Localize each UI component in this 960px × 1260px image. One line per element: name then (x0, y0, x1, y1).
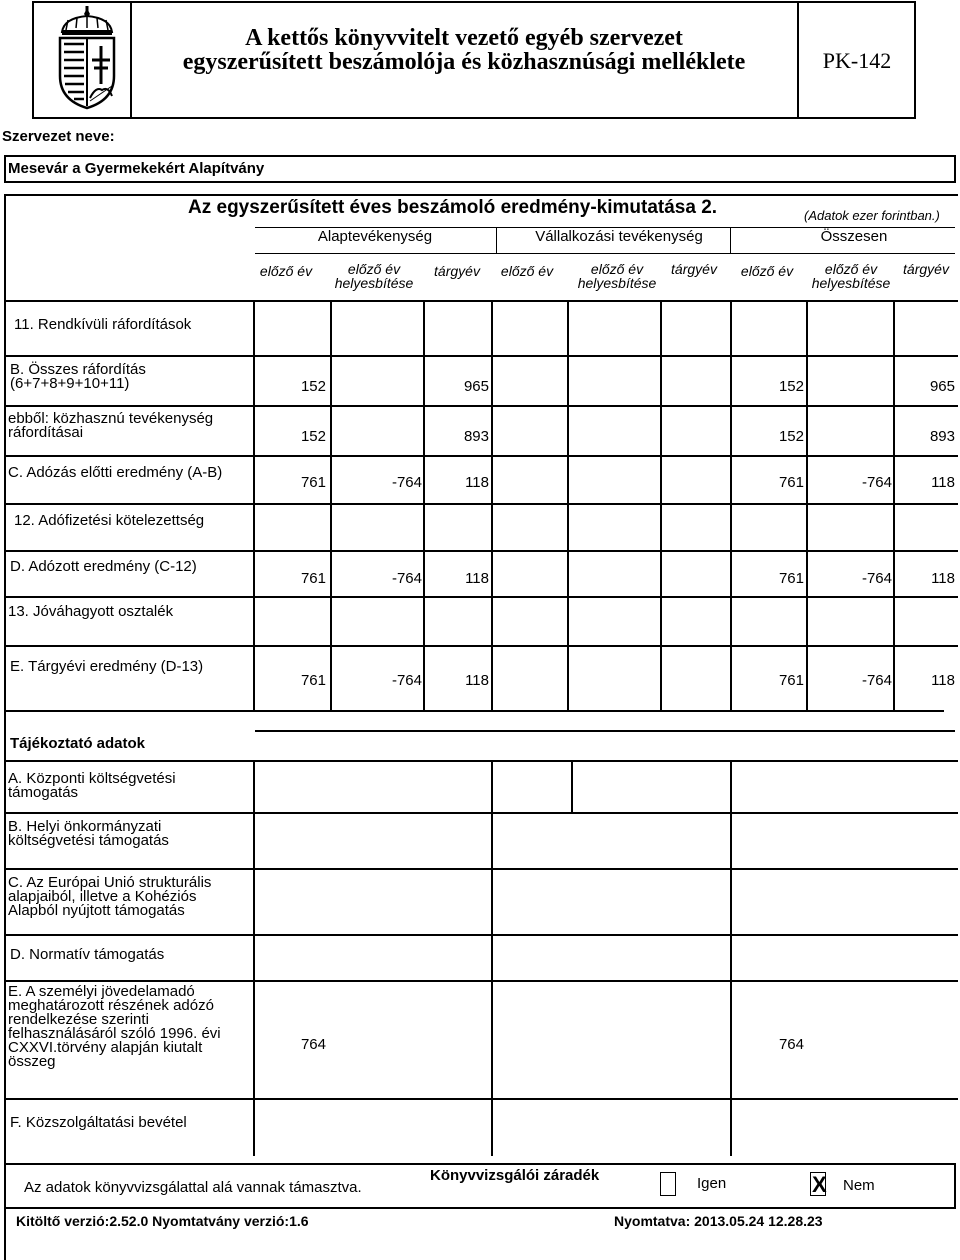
row-11-label: 11. Rendkívüli ráfordítások (14, 316, 192, 333)
row-B-basic-prev: 152 (300, 378, 326, 395)
col-basic-prev: előző év (259, 263, 313, 279)
statement-box (4, 194, 958, 1260)
col-basic-corr: előző év helyesbítése (334, 261, 414, 291)
row-D-total-curr: 118 (931, 570, 955, 587)
grid-v-total-prev (730, 300, 732, 710)
info-grid-v-label (253, 760, 255, 1156)
group-basic: Alaptevékenység (317, 228, 433, 245)
col-basic-curr: tárgyév (434, 263, 480, 279)
group-total: Összesen (820, 228, 888, 245)
form-title-line1: A kettős könyvvitelt vezető egyéb szervezet (245, 25, 683, 51)
row-D-basic-curr: 118 (465, 570, 489, 587)
section-title: Az egyszerűsített éves beszámoló eredmény-kimutatása 2. (188, 197, 718, 218)
form-title-line2: egyszerűsített beszámolója és közhasznúsági melléklete (182, 49, 746, 75)
group-divider-2 (730, 227, 731, 253)
info-rule-A (4, 812, 958, 814)
row-E-basic-prev: 761 (300, 672, 326, 689)
form-code: PK-142 (822, 48, 892, 73)
grid-v-biz-curr (660, 300, 662, 710)
rule-ebbol-C (4, 455, 958, 457)
info-C-label: C. Az Európai Unió strukturális alapjaiból, illetve a Kohéziós Alapból nyújtott támogatás (8, 874, 212, 919)
info-E-label: E. A személyi jövedelamadó meghatározott részének adózó rendelkezése szerinti felhasználásáról szóló 1996. évi CXXVI.törvény alapján kiutalt összeg (8, 983, 221, 1070)
row-E-label: E. Tárgyévi eredmény (D-13) (10, 658, 204, 675)
row-C-basic-corr: -764 (391, 474, 422, 491)
row-E-total-prev: 761 (778, 672, 804, 689)
grid-v-biz-corr (567, 300, 569, 710)
info-rule-title (4, 760, 958, 762)
grid-v-label (253, 300, 255, 710)
group-divider-1 (496, 227, 497, 253)
rule-13-E (4, 645, 958, 647)
rule-E-bottom (4, 710, 944, 712)
header-divider-left (130, 1, 132, 119)
grid-v-basic-curr (423, 300, 425, 710)
org-label: Szervezet neve: (2, 128, 115, 145)
row-13-label: 13. Jóváhagyott osztalék (8, 603, 174, 620)
info-E-total: 764 (778, 1036, 804, 1053)
group-rule (255, 253, 955, 254)
row-B-label: B. Összes ráfordítás (6+7+8+9+10+11) (10, 361, 146, 392)
audit-title: Könyvvizsgálói záradék (430, 1167, 600, 1184)
info-F-label: F. Közszolgáltatási bevétel (10, 1114, 187, 1131)
row-E-total-corr: -764 (861, 672, 892, 689)
row-E-total-curr: 118 (931, 672, 955, 689)
row-B-total-prev: 152 (778, 378, 804, 395)
row-E-basic-curr: 118 (465, 672, 489, 689)
row-D-basic-corr: -764 (391, 570, 422, 587)
info-A-label: A. Központi költségvetési támogatás (8, 770, 176, 801)
row-D-label: D. Adózott eredmény (C-12) (10, 558, 197, 575)
grid-v-basic-corr (330, 300, 332, 710)
rule-C-12 (4, 503, 958, 505)
row-C-basic-prev: 761 (300, 474, 326, 491)
grid-v-biz-prev (491, 300, 493, 710)
info-grid-v-extra (571, 760, 573, 812)
col-biz-curr: tárgyév (671, 261, 717, 277)
col-biz-corr: előző év helyesbítése (577, 261, 657, 291)
col-biz-prev: előző év (500, 263, 554, 279)
info-grid-v-biz (491, 760, 493, 1156)
info-rule-top (255, 730, 955, 732)
units-note: (Adatok ezer forintban.) (804, 208, 940, 223)
info-rule-E (4, 1098, 958, 1100)
footer-version: Kitöltő verzió:2.52.0 Nyomtatvány verzió:1.6 (16, 1213, 309, 1229)
audit-no-label: Nem (843, 1177, 875, 1194)
coat-of-arms-icon (54, 6, 120, 110)
info-D-label: D. Normatív támogatás (10, 946, 165, 963)
row-C-label: C. Adózás előtti eredmény (A-B) (8, 464, 223, 481)
footer-printed: Nyomtatva: 2013.05.24 12.28.23 (614, 1213, 823, 1229)
row-ebbol-label: ebből: közhasznú tevékenység ráfordításai (8, 410, 214, 441)
grid-v-total-curr (893, 300, 895, 710)
info-E-basic: 764 (300, 1036, 326, 1053)
audit-yes-checkbox[interactable] (660, 1172, 676, 1196)
row-12-label: 12. Adófizetési kötelezettség (14, 512, 205, 529)
col-total-curr: tárgyév (903, 261, 949, 277)
row-C-total-curr: 118 (931, 474, 955, 491)
row-D-total-corr: -764 (861, 570, 892, 587)
row-ebbol-total-curr: 893 (929, 428, 955, 445)
row-ebbol-total-prev: 152 (778, 428, 804, 445)
row-B-total-curr: 965 (929, 378, 955, 395)
rule-12-D (4, 550, 958, 552)
grid-v-total-corr (806, 300, 808, 710)
row-D-basic-prev: 761 (300, 570, 326, 587)
info-grid-v-total (730, 760, 732, 1156)
group-business: Vállalkozási tevékenység (535, 228, 703, 245)
row-C-total-prev: 761 (778, 474, 804, 491)
row-D-total-prev: 761 (778, 570, 804, 587)
header-bottom-rule (4, 300, 958, 302)
row-ebbol-basic-curr: 893 (463, 428, 489, 445)
info-rule-C (4, 934, 958, 936)
rule-above-B-basic (425, 355, 493, 357)
col-total-prev: előző év (740, 263, 794, 279)
row-E-basic-corr: -764 (391, 672, 422, 689)
info-B-label: B. Helyi önkormányzati költségvetési támogatás (8, 818, 169, 849)
org-name-value: Mesevár a Gyermekekért Alapítvány (8, 160, 265, 177)
info-rule-D (4, 980, 958, 982)
row-C-total-corr: -764 (861, 474, 892, 491)
info-rule-B (4, 868, 958, 870)
info-title: Tájékoztató adatok (10, 735, 146, 752)
row-B-basic-curr: 965 (463, 378, 489, 395)
rule-B-ebbol (4, 405, 958, 407)
audit-yes-label: Igen (697, 1175, 727, 1192)
row-ebbol-basic-prev: 152 (300, 428, 326, 445)
rule-D-13 (4, 596, 958, 598)
col-total-corr: előző év helyesbítése (811, 261, 891, 291)
audit-statement: Az adatok könyvvizsgálattal alá vannak támasztva. (24, 1179, 362, 1196)
audit-no-checkmark: X (812, 1172, 827, 1197)
header-divider-right (797, 1, 799, 119)
row-C-basic-curr: 118 (465, 474, 489, 491)
